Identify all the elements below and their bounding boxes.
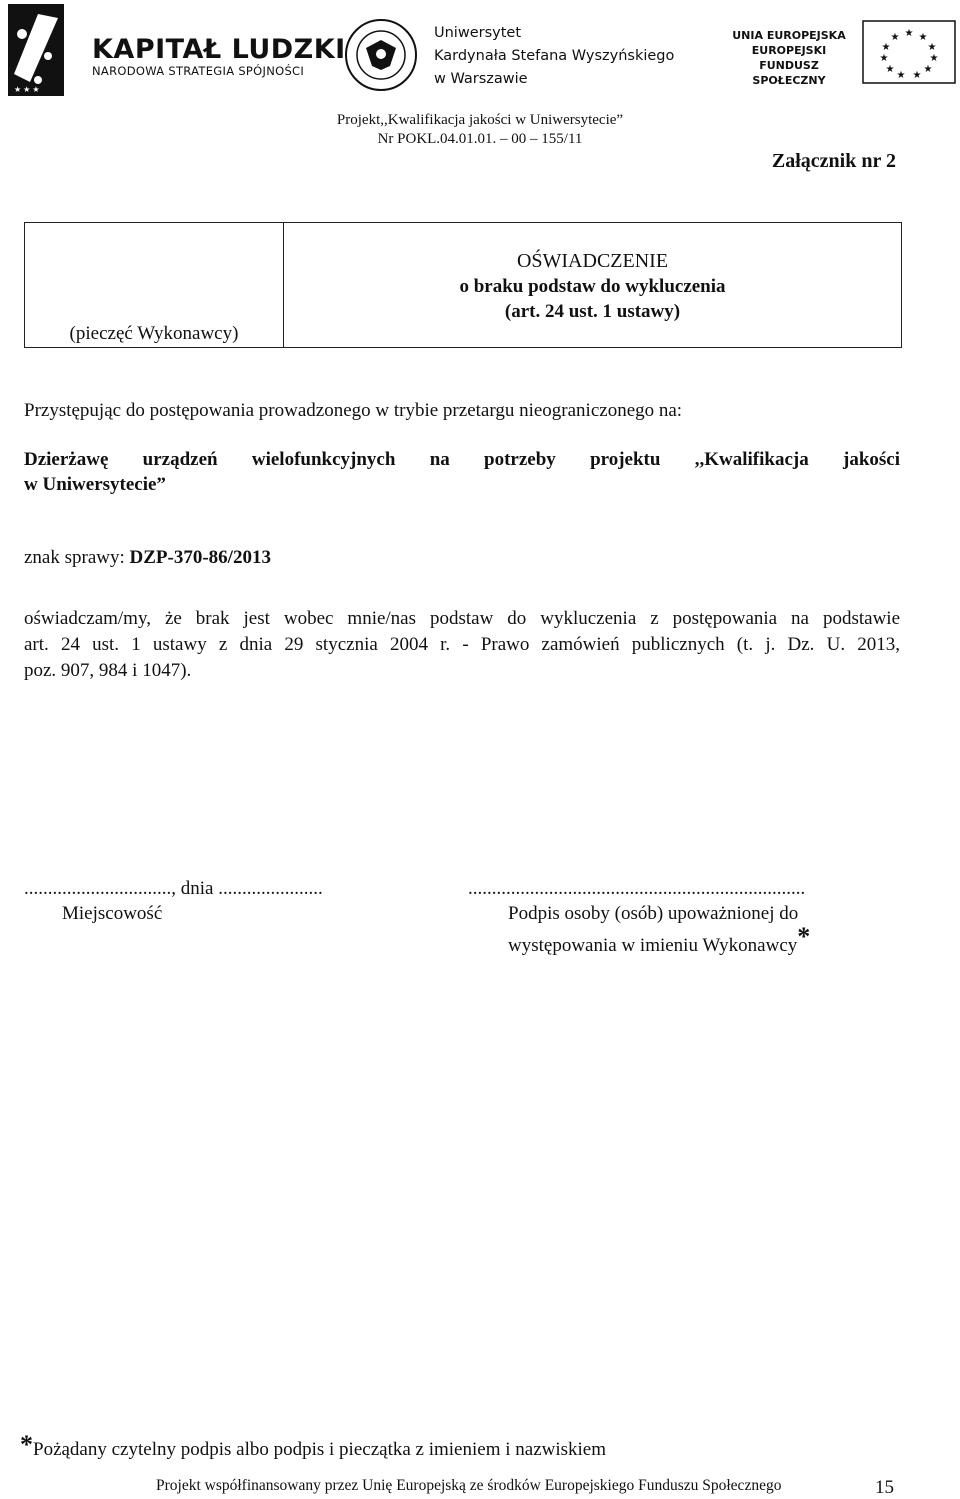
case-number-line <box>24 545 900 571</box>
eu-line-2: EUROPEJSKI <box>751 44 827 57</box>
stamp-label: (pieczęć Wykonawcy) <box>69 323 239 344</box>
kl-subtitle: NARODOWA STRATEGIA SPÓJNOŚCI <box>92 64 305 78</box>
project-number: Nr POKL.04.01.01. – 00 – 155/11 <box>377 131 583 147</box>
svg-text:★: ★ <box>929 53 939 64</box>
page-number: 15 <box>875 1477 894 1498</box>
university-line-3: w Warszawie <box>434 71 528 87</box>
footer-text: Projekt współfinansowany przez Unię Europejską ze środków Europejskiego Funduszu Społecznego <box>156 1477 782 1494</box>
svg-text:★: ★ <box>881 42 891 53</box>
footnote-text: Pożądany czytelny podpis albo podpis i pieczątka z imieniem i nazwiskiem <box>33 1439 607 1460</box>
eu-fund-logo-text <box>724 28 854 88</box>
svg-text:★: ★ <box>879 53 889 64</box>
declaration-line-2: art. 24 ust. 1 ustawy z dnia 29 stycznia 2004 r. - Prawo zamówień publicznych (t. j. Dz. U. 2013, <box>24 634 900 655</box>
signature-asterisk: * <box>797 922 811 951</box>
eu-line-3: FUNDUSZ SPOŁECZNY <box>752 59 826 87</box>
statement-subtitle-2: (art. 24 ust. 1 ustawy) <box>504 301 681 322</box>
kl-title: KAPITAŁ LUDZKI <box>92 34 346 65</box>
svg-text:★: ★ <box>885 64 895 75</box>
eu-flag-icon <box>862 20 956 84</box>
statement-title: OŚWIADCZENIE <box>516 250 669 272</box>
signature-label-1: Podpis osoby (osób) upoważnionej do <box>508 903 799 924</box>
university-line-2: Kardynała Stefana Wyszyńskiego <box>434 48 675 64</box>
university-line-1: Uniwersytet <box>434 25 521 41</box>
declaration-line-1: oświadczam/my, że brak jest wobec mnie/nas podstaw do wykluczenia z postępowania na podstawie <box>24 608 900 629</box>
kapital-ludzki-logo-icon <box>8 4 88 96</box>
statement-title-area <box>284 223 901 347</box>
eu-line-1: UNIA EUROPEJSKA <box>732 29 846 42</box>
case-label: znak sprawy: <box>24 547 130 568</box>
svg-text:★: ★ <box>927 42 937 53</box>
svg-text:★: ★ <box>918 32 928 43</box>
footnote-asterisk: * <box>20 1430 33 1459</box>
signature-label-2-text: występowania w imieniu Wykonawcy <box>508 935 798 956</box>
svg-text:★: ★ <box>912 70 922 81</box>
university-seal-icon <box>344 18 418 92</box>
place-date-dots: ..............................., dnia ...................... <box>24 878 323 899</box>
footnote <box>20 1432 606 1462</box>
statement-header-box <box>24 222 902 348</box>
signature-dots: ....................................................................... <box>468 878 806 899</box>
stamp-area <box>25 223 284 347</box>
intro-text: Przystępując do postępowania prowadzonego w trybie przetargu nieograniczonego na: <box>24 400 683 421</box>
statement-subtitle-1: o braku podstaw do wykluczenia <box>459 276 726 297</box>
svg-text:★: ★ <box>904 28 914 39</box>
annex-label: Załącznik nr 2 <box>771 150 896 172</box>
svg-text:★ ★ ★: ★ ★ ★ <box>14 85 40 94</box>
declaration-line-3: poz. 907, 984 i 1047). <box>24 660 192 681</box>
place-label: Miejscowość <box>62 903 163 924</box>
project-title: Projekt,,Kwalifikacja jakości w Uniwersytecie” <box>336 112 624 128</box>
subject-line-1: Dzierżawę urządzeń wielofunkcyjnych na potrzeby projektu ,,Kwalifikacja jakości <box>24 449 900 470</box>
svg-text:★: ★ <box>890 32 900 43</box>
university-name <box>434 22 674 91</box>
signature-label-2 <box>508 922 811 958</box>
svg-text:★: ★ <box>896 70 906 81</box>
subject-line-2: w Uniwersytecie” <box>24 474 166 495</box>
case-number: DZP-370-86/2013 <box>129 547 271 568</box>
svg-text:★: ★ <box>923 64 933 75</box>
